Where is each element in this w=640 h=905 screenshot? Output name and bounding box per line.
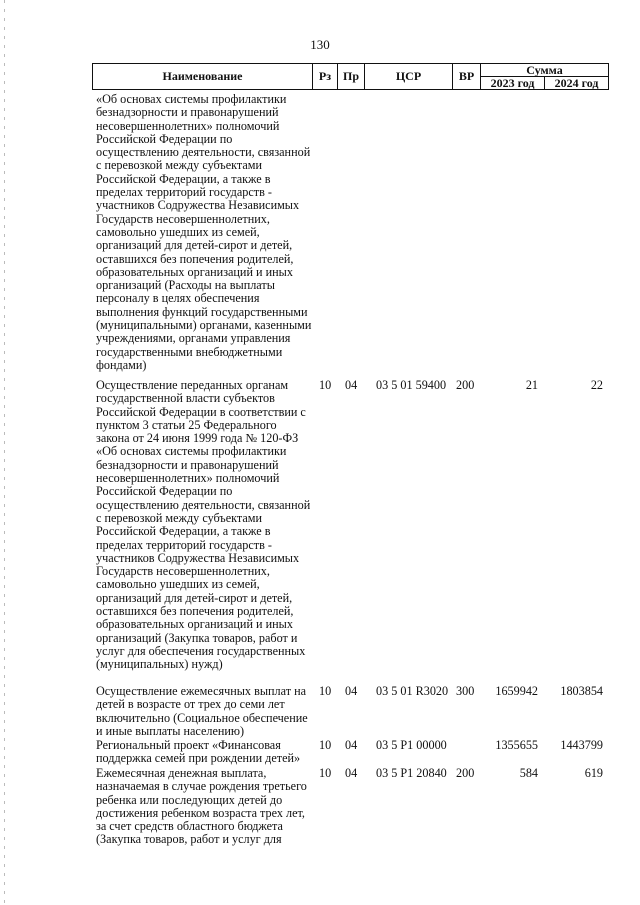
row-sum-2024: 1443799 [560, 738, 603, 752]
row-sum-2024: 619 [584, 766, 603, 780]
row-name-line: пределах территорий государств - [96, 537, 272, 552]
row-name-line: осуществлению деятельности, связанной [96, 497, 311, 512]
row-name-line: (Закупка товаров, работ и услуг для [96, 832, 282, 847]
row-name-line: ребенка или последующих детей до [96, 792, 283, 807]
row-name-line: организаций (Расходы на выплаты [96, 278, 275, 293]
row-name-line: (муниципальных) нужд) [96, 657, 223, 672]
row-vr: 300 [456, 684, 475, 698]
row-sum-2024: 22 [590, 378, 603, 392]
row-vr: 200 [456, 766, 475, 780]
row-name-line: участников Содружества Независимых [96, 550, 300, 565]
row-name [96, 379, 311, 672]
row-name-line: «Об основах системы профилактики [96, 92, 287, 106]
row-rz: 10 [319, 766, 332, 780]
row-name-line: государственной власти субъектов [96, 391, 275, 406]
row-name-line: услуг для обеспечения государственных [96, 643, 306, 658]
row-name-line: оставшихся без попечения родителей, [96, 251, 294, 266]
header-sum: Сумма [480, 63, 609, 77]
row-name-line: Государств несовершеннолетних, [96, 211, 270, 226]
scan-edge [4, 0, 5, 905]
row-name-line: организаций для детей-сирот и детей, [96, 590, 293, 605]
row-name-line: Осуществление переданных органам [96, 378, 289, 392]
row-name-line: с перевозкой между субъектами [96, 158, 262, 173]
row-pr: 04 [345, 684, 358, 698]
row-name-line: Государств несовершеннолетних, [96, 564, 270, 579]
row-name-line: пределах территорий государств - [96, 185, 272, 200]
row-name-line: (муниципальными) органами, казенными [96, 318, 312, 333]
row-name-line: закона от 24 июня 1999 года № 120-ФЗ [96, 431, 299, 446]
row-sum-2023: 1659942 [495, 684, 538, 698]
row-name-line: Российской Федерации в соответствии с [96, 404, 306, 419]
row-csr: 03 5 01 R3020 [376, 684, 449, 698]
row-name-line: оставшихся без попечения родителей, [96, 604, 294, 619]
row-name-line: организаций (Закупка товаров, работ и [96, 630, 298, 645]
row-name-line: Российской Федерации по [96, 484, 233, 499]
row-sum-2023: 1355655 [495, 738, 538, 752]
row-pr: 04 [345, 378, 358, 392]
header-vr: ВР [452, 63, 481, 90]
header-name: Наименование [92, 63, 313, 90]
row-name-line: персоналу в целях обеспечения [96, 291, 260, 306]
header-rz: Рз [312, 63, 338, 90]
row-name-line: выполнения функций государственными [96, 304, 308, 319]
row-rz: 10 [319, 378, 332, 392]
row-name-line: учреждениями, органами управления [96, 331, 291, 346]
row-name-line: несовершеннолетних» полномочий [96, 118, 280, 133]
row-name-line: осуществлению деятельности, связанной [96, 145, 311, 160]
table-header [92, 63, 609, 90]
row-name-line: образовательных организаций и иных [96, 617, 293, 632]
row-name-line: «Об основах системы профилактики [96, 444, 287, 459]
row-name [96, 93, 311, 372]
row-name-line: с перевозкой между субъектами [96, 510, 262, 525]
header-year-2024: 2024 год [544, 76, 609, 90]
row-csr: 03 5 P1 00000 [376, 738, 447, 752]
row-name-line: Региональный проект «Финансовая [96, 738, 281, 752]
row-name-line: самовольно ушедших из семей, [96, 577, 260, 592]
row-name-line: включительно (Социальное обеспечение [96, 710, 308, 725]
row-name-line: детей в возрасте от трех до семи лет [96, 697, 285, 712]
row-name [96, 739, 311, 766]
row-csr: 03 5 P1 20840 [376, 766, 447, 780]
header-csr: ЦСР [364, 63, 453, 90]
header-pr: Пр [337, 63, 365, 90]
row-name-line: участников Содружества Независимых [96, 198, 300, 213]
row-name-line: организаций для детей-сирот и детей, [96, 238, 293, 253]
row-pr: 04 [345, 738, 358, 752]
row-name-line: поддержка семей при рождении детей» [96, 751, 301, 766]
row-name-line: достижения ребенком возраста трех лет, [96, 805, 305, 820]
row-name-line: пунктом 3 статьи 25 Федерального [96, 417, 277, 432]
row-name [96, 685, 311, 738]
row-sum-2024: 1803854 [560, 684, 603, 698]
row-name-line: несовершеннолетних» полномочий [96, 471, 280, 486]
row-sum-2023: 584 [519, 766, 538, 780]
row-name-line: Российской Федерации по [96, 131, 233, 146]
row-name-line: безнадзорности и правонарушений [96, 457, 279, 472]
row-rz: 10 [319, 684, 332, 698]
row-name-line: государственными внебюджетными [96, 344, 283, 359]
header-year-2023: 2023 год [480, 76, 545, 90]
row-vr: 200 [456, 378, 475, 392]
page-number: 130 [310, 37, 330, 52]
row-name-line: Ежемесячная денежная выплата, [96, 766, 267, 780]
row-name-line: безнадзорности и правонарушений [96, 105, 279, 120]
row-csr: 03 5 01 59400 [376, 378, 447, 392]
row-name-line: и иные выплаты населению) [96, 723, 245, 738]
row-name-line: образовательных организаций и иных [96, 264, 293, 279]
row-name-line: назначаемая в случае рождения третьего [96, 779, 307, 794]
row-name-line: за счет средств областного бюджета [96, 819, 283, 834]
row-name-line: Российской Федерации, а также в [96, 524, 271, 539]
row-rz: 10 [319, 738, 332, 752]
row-name-line: Российской Федерации, а также в [96, 171, 271, 186]
row-sum-2023: 21 [525, 378, 538, 392]
row-pr: 04 [345, 766, 358, 780]
row-name-line: самовольно ушедших из семей, [96, 224, 260, 239]
row-name [96, 767, 311, 847]
row-name-line: Осуществление ежемесячных выплат на [96, 684, 307, 698]
row-name-line: фондами) [96, 357, 147, 372]
